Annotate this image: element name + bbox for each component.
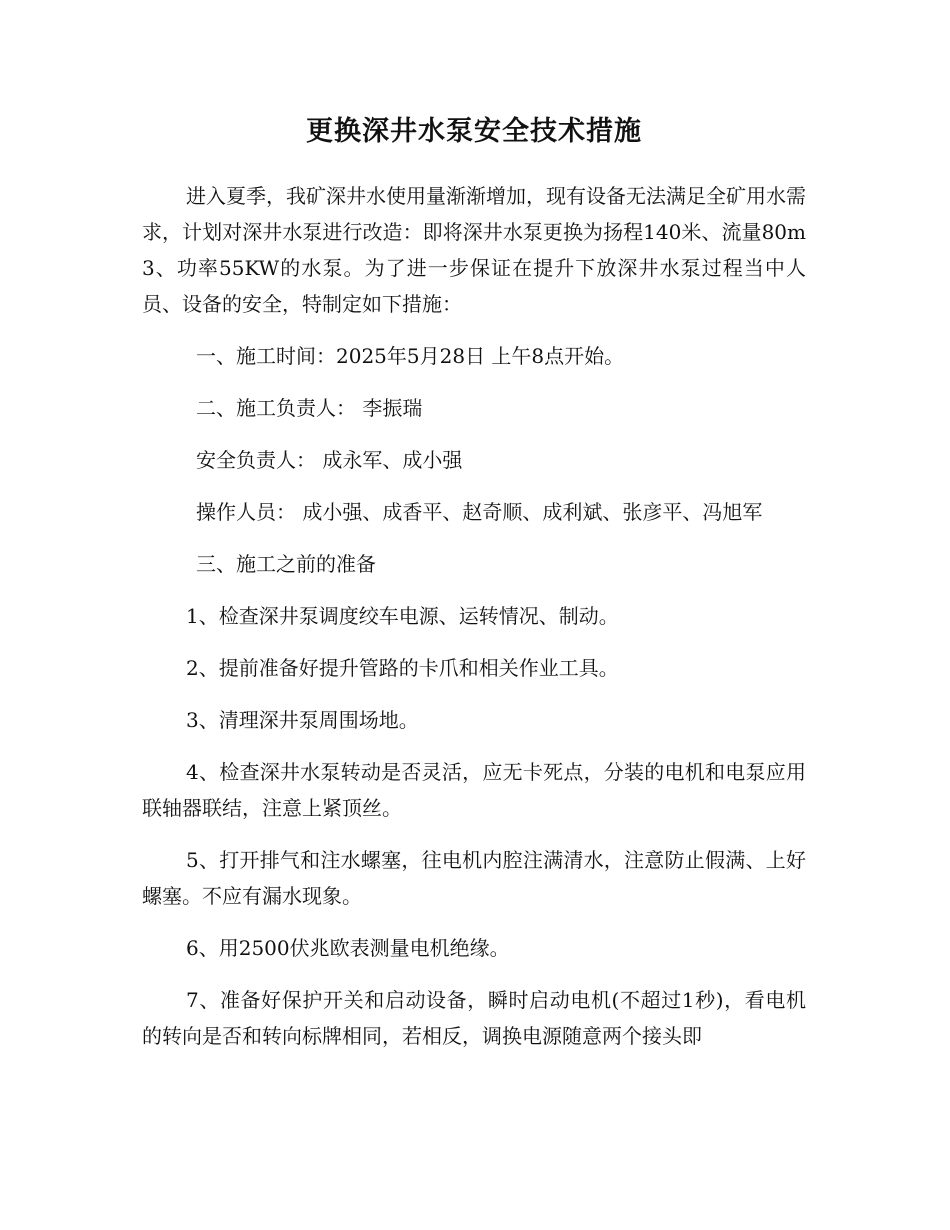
prep-item-7: 7、准备好保护开关和启动设备，瞬时启动电机(不超过1秒)，看电机的转向是否和转向标牌相同，若相反，调换电源随意两个接头即 bbox=[142, 988, 806, 1048]
intro-paragraph: 进入夏季，我矿深井水使用量渐渐增加，现有设备无法满足全矿用水需求，计划对深井水泵进行改造：即将深井水泵更换为扬程140米、流量80m3、功率55KW的水泵。为了进一步保证在提升下放深井水泵过程当中人员、设备的安全，特制定如下措施： bbox=[142, 184, 806, 316]
section-preparation-heading: 三、施工之前的准备 bbox=[196, 552, 376, 576]
prep-item-6: 6、用2500伏兆欧表测量电机绝缘。 bbox=[186, 936, 510, 960]
section-construction-time: 一、施工时间：2025年5月28日 上午8点开始。 bbox=[196, 344, 625, 368]
section-construction-lead: 二、施工负责人： 李振瑞 bbox=[196, 396, 423, 420]
prep-item-3: 3、清理深井泵周围场地。 bbox=[186, 708, 419, 732]
document-body bbox=[142, 112, 806, 1054]
document-title: 更换深井水泵安全技术措施 bbox=[306, 116, 642, 147]
operators-line: 操作人员： 成小强、成香平、赵奇顺、成利斌、张彦平、冯旭军 bbox=[196, 500, 763, 524]
prep-item-4: 4、检查深井水泵转动是否灵活，应无卡死点，分装的电机和电泵应用联轴器联结，注意上紧顶丝。 bbox=[142, 760, 806, 820]
safety-lead-line: 安全负责人： 成永军、成小强 bbox=[196, 448, 463, 472]
prep-item-1: 1、检查深井泵调度绞车电源、运转情况、制动。 bbox=[186, 604, 619, 628]
prep-item-5: 5、打开排气和注水螺塞，往电机内腔注满清水，注意防止假满、上好螺塞。不应有漏水现象。 bbox=[142, 848, 806, 908]
prep-item-2: 2、提前准备好提升管路的卡爪和相关作业工具。 bbox=[186, 656, 619, 680]
